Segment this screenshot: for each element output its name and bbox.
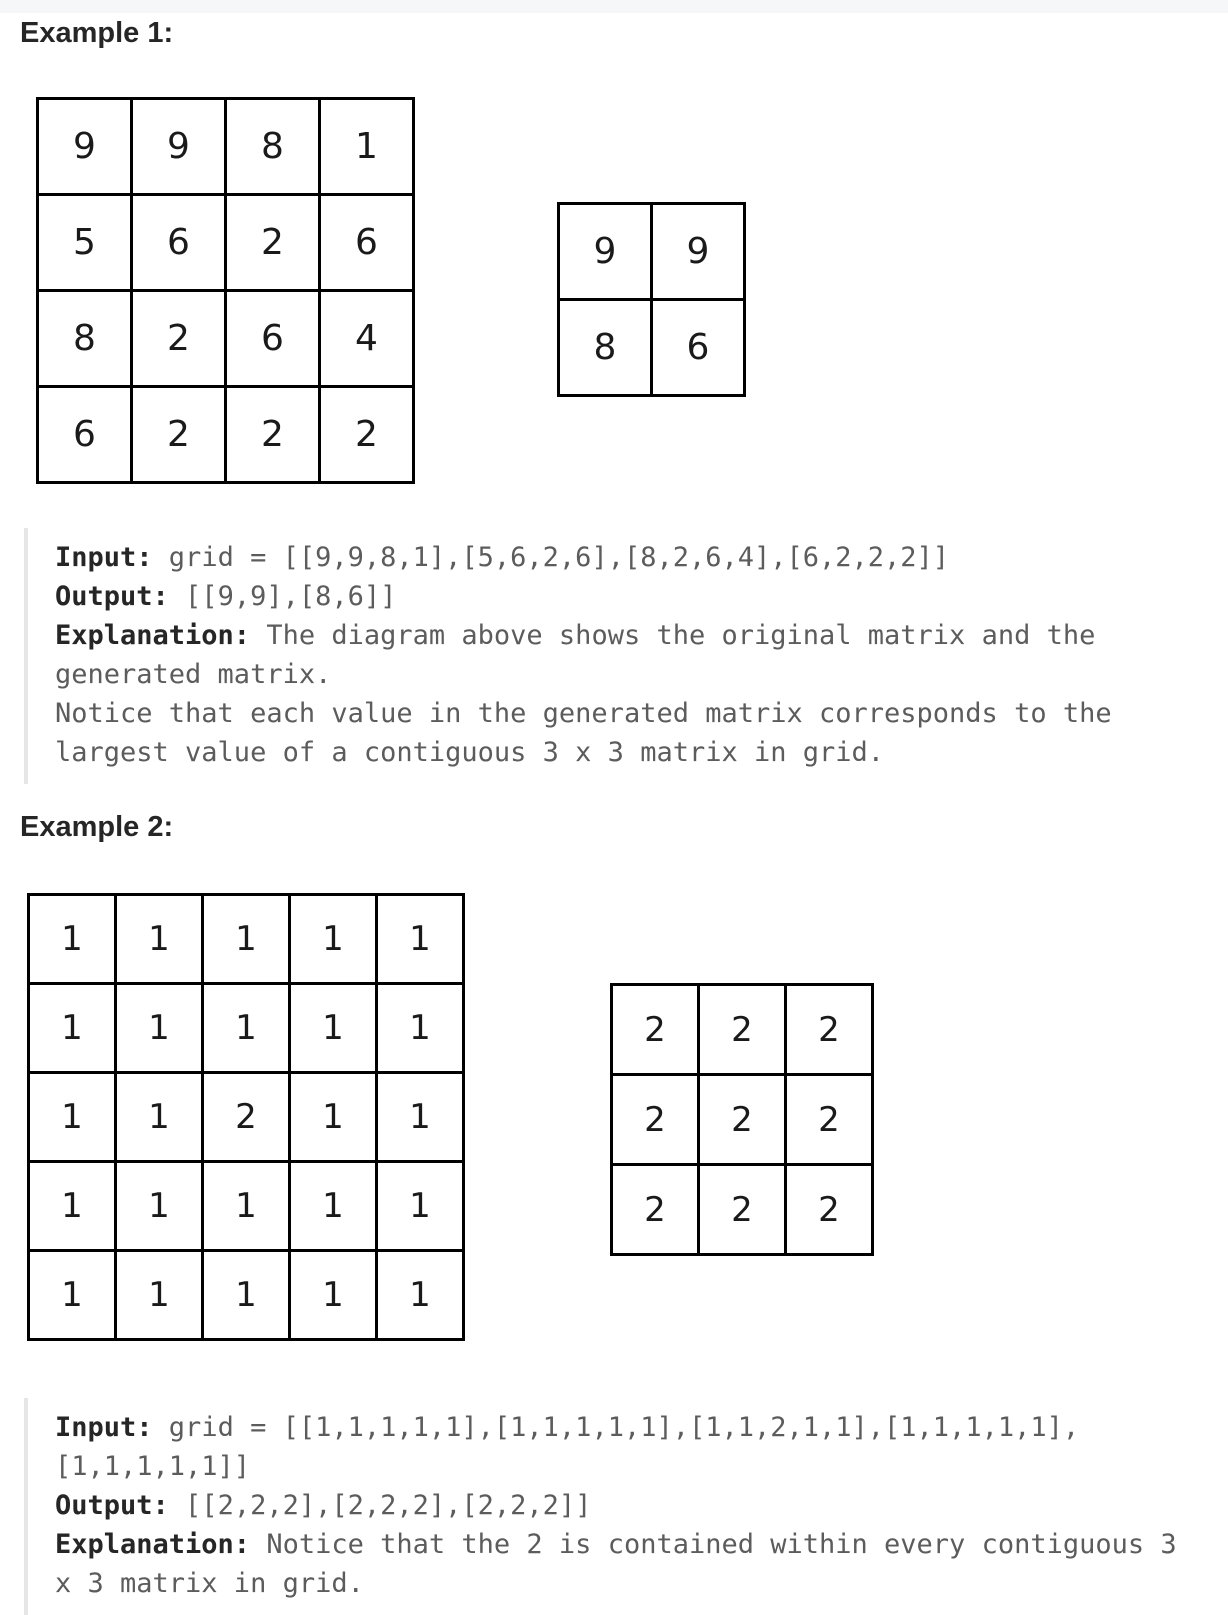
explanation-value: Notice that the 2 is contained within every contiguous 3 bbox=[250, 1529, 1177, 1560]
code-line bbox=[55, 733, 1228, 772]
code-line bbox=[55, 538, 1228, 577]
matrix-cell: 2 bbox=[787, 1076, 874, 1166]
example2-code-block bbox=[24, 1398, 1228, 1615]
matrix-cell: 1 bbox=[117, 985, 204, 1074]
matrix-cell: 1 bbox=[291, 1163, 378, 1252]
input-label: Input: bbox=[55, 542, 153, 573]
page-top-strip bbox=[0, 0, 1228, 13]
input-label: Input: bbox=[55, 1412, 153, 1443]
explanation-label: Explanation: bbox=[55, 620, 251, 651]
matrix-cell: 2 bbox=[613, 1166, 700, 1256]
matrix-cell: 1 bbox=[378, 896, 465, 985]
example1-code-block bbox=[24, 528, 1228, 784]
matrix-cell: 2 bbox=[700, 1166, 787, 1256]
explanation-value: The diagram above shows the original matrix and the bbox=[250, 620, 1096, 651]
example1-output-matrix bbox=[557, 202, 746, 397]
matrix-cell: 2 bbox=[227, 196, 321, 292]
matrix-cell: 2 bbox=[133, 388, 227, 484]
matrix-cell: 9 bbox=[560, 205, 653, 301]
matrix-cell: 1 bbox=[30, 896, 117, 985]
matrix-cell: 9 bbox=[653, 205, 746, 301]
explanation-label: Explanation: bbox=[55, 1529, 251, 1560]
matrix-cell: 2 bbox=[787, 1166, 874, 1256]
matrix-cell: 2 bbox=[613, 1076, 700, 1166]
output-label: Output: bbox=[55, 1490, 169, 1521]
matrix-cell: 1 bbox=[291, 1252, 378, 1341]
matrix-cell: 1 bbox=[291, 985, 378, 1074]
matrix-cell: 6 bbox=[653, 301, 746, 397]
code-line bbox=[55, 616, 1228, 655]
code-line bbox=[55, 577, 1228, 616]
matrix-cell: 4 bbox=[321, 292, 415, 388]
example1-input-matrix bbox=[36, 97, 415, 484]
explanation-value: x 3 matrix in grid. bbox=[55, 1568, 364, 1599]
example1-heading: Example 1: bbox=[20, 17, 174, 49]
matrix-cell: 1 bbox=[291, 1074, 378, 1163]
explanation-value: Notice that each value in the generated matrix corresponds to the bbox=[55, 698, 1112, 729]
input-value: grid = [[1,1,1,1,1],[1,1,1,1,1],[1,1,2,1,1],[1,1,1,1,1], bbox=[152, 1412, 1080, 1443]
matrix-cell: 1 bbox=[30, 1074, 117, 1163]
output-value: [[2,2,2],[2,2,2],[2,2,2]] bbox=[168, 1490, 592, 1521]
matrix-cell: 2 bbox=[700, 1076, 787, 1166]
code-line bbox=[55, 1525, 1228, 1564]
matrix-cell: 1 bbox=[378, 985, 465, 1074]
output-value: [[9,9],[8,6]] bbox=[168, 581, 397, 612]
matrix-cell: 8 bbox=[560, 301, 653, 397]
matrix-cell: 2 bbox=[700, 986, 787, 1076]
matrix-cell: 1 bbox=[30, 985, 117, 1074]
input-value: grid = [[9,9,8,1],[5,6,2,6],[8,2,6,4],[6,2,2,2]] bbox=[152, 542, 950, 573]
matrix-cell: 1 bbox=[117, 896, 204, 985]
code-line bbox=[55, 694, 1228, 733]
matrix-cell: 5 bbox=[39, 196, 133, 292]
matrix-cell: 1 bbox=[117, 1163, 204, 1252]
code-line bbox=[55, 1486, 1228, 1525]
matrix-cell: 1 bbox=[204, 1252, 291, 1341]
example2-output-matrix bbox=[610, 983, 874, 1256]
matrix-cell: 1 bbox=[117, 1252, 204, 1341]
matrix-cell: 2 bbox=[204, 1074, 291, 1163]
matrix-cell: 8 bbox=[227, 100, 321, 196]
matrix-cell: 1 bbox=[378, 1252, 465, 1341]
input-value: [1,1,1,1,1]] bbox=[55, 1451, 251, 1482]
matrix-cell: 1 bbox=[321, 100, 415, 196]
matrix-cell: 2 bbox=[321, 388, 415, 484]
matrix-cell: 1 bbox=[204, 896, 291, 985]
matrix-cell: 9 bbox=[39, 100, 133, 196]
matrix-cell: 6 bbox=[39, 388, 133, 484]
matrix-cell: 2 bbox=[227, 388, 321, 484]
code-line bbox=[55, 1564, 1228, 1603]
matrix-cell: 1 bbox=[378, 1163, 465, 1252]
explanation-value: generated matrix. bbox=[55, 659, 332, 690]
matrix-cell: 1 bbox=[204, 985, 291, 1074]
matrix-cell: 2 bbox=[133, 292, 227, 388]
output-label: Output: bbox=[55, 581, 169, 612]
explanation-value: largest value of a contiguous 3 x 3 matrix in grid. bbox=[55, 737, 885, 768]
matrix-cell: 8 bbox=[39, 292, 133, 388]
example2-heading: Example 2: bbox=[20, 811, 174, 843]
code-line bbox=[55, 1408, 1228, 1447]
matrix-cell: 6 bbox=[321, 196, 415, 292]
matrix-cell: 1 bbox=[30, 1252, 117, 1341]
code-line bbox=[55, 1447, 1228, 1486]
matrix-cell: 1 bbox=[291, 896, 378, 985]
matrix-cell: 9 bbox=[133, 100, 227, 196]
matrix-cell: 1 bbox=[204, 1163, 291, 1252]
matrix-cell: 6 bbox=[227, 292, 321, 388]
example2-input-matrix bbox=[27, 893, 465, 1341]
matrix-cell: 1 bbox=[378, 1074, 465, 1163]
matrix-cell: 6 bbox=[133, 196, 227, 292]
code-line bbox=[55, 655, 1228, 694]
matrix-cell: 2 bbox=[787, 986, 874, 1076]
matrix-cell: 1 bbox=[30, 1163, 117, 1252]
matrix-cell: 1 bbox=[117, 1074, 204, 1163]
matrix-cell: 2 bbox=[613, 986, 700, 1076]
